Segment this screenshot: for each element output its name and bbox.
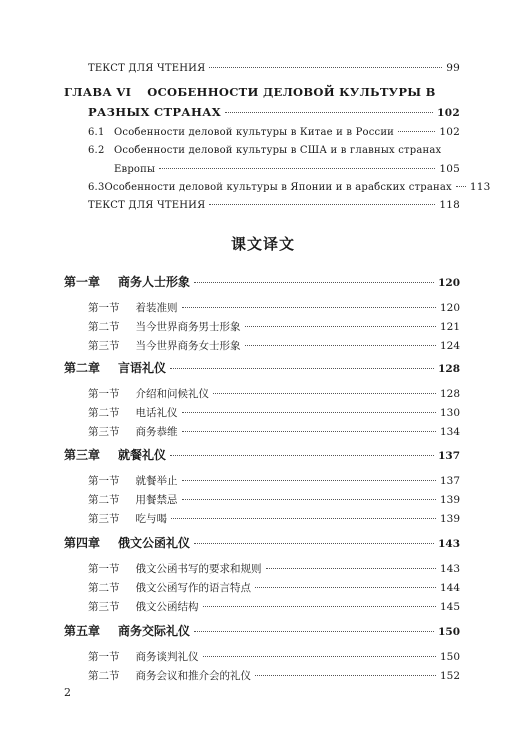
toc-page-number: 102 <box>437 107 460 119</box>
dot-leader <box>182 307 436 308</box>
dot-leader <box>456 186 466 187</box>
toc-page-number: 137 <box>438 450 460 462</box>
dot-leader <box>170 368 434 369</box>
toc-chapter[interactable] <box>64 446 460 463</box>
toc-page-number: 105 <box>439 163 460 175</box>
toc-section[interactable] <box>88 338 460 353</box>
toc-section[interactable] <box>88 300 460 315</box>
dot-leader <box>182 431 436 432</box>
section-label: 第二节 <box>88 407 120 419</box>
section-number: 6.3 <box>88 182 105 193</box>
section-label: 第一节 <box>88 475 120 487</box>
toc-page-number: 102 <box>439 126 460 138</box>
section-title: 商务恭维 <box>135 426 178 438</box>
section-title: 着装准则 <box>135 302 178 314</box>
dot-leader <box>245 345 436 346</box>
section-title: Особенности деловой культуры в Китае и в России <box>114 127 395 138</box>
toc-page-number: 128 <box>439 388 460 400</box>
toc-page-number: 152 <box>439 670 460 682</box>
dot-leader <box>266 568 436 569</box>
toc-page-number: 143 <box>438 538 460 550</box>
toc-page-number: 144 <box>439 582 460 594</box>
toc-chapter[interactable] <box>64 622 460 639</box>
toc-page-number: 137 <box>439 475 460 487</box>
section-title: 商务会议和推介会的礼仪 <box>135 670 251 682</box>
toc-section[interactable] <box>88 649 460 664</box>
section-title: Особенности деловой культуры в США и в главных странах <box>114 145 442 156</box>
dot-leader <box>398 131 435 132</box>
toc-section[interactable] <box>88 145 460 156</box>
dot-leader <box>209 204 435 205</box>
section-title: 电话礼仪 <box>135 407 178 419</box>
dot-leader <box>213 393 436 394</box>
chapter-label: 第一章 <box>64 275 101 289</box>
toc-page-number: 124 <box>439 340 460 352</box>
toc-page-number: 120 <box>438 277 460 289</box>
toc-page-number: 134 <box>439 426 460 438</box>
chapter-label: 第四章 <box>64 536 101 550</box>
section-title: 吃与喝 <box>135 513 167 525</box>
dot-leader <box>255 587 436 588</box>
section-label: 第二节 <box>88 494 120 506</box>
toc-section[interactable] <box>88 668 460 683</box>
section-number: 6.2 <box>88 145 105 156</box>
toc-page-number: 99 <box>446 62 460 74</box>
chapter-title: 商务人士形象 <box>118 275 191 289</box>
toc-entry-label: ТЕКСТ ДЛЯ ЧТЕНИЯ <box>88 63 206 74</box>
toc-page-number: 128 <box>438 363 460 375</box>
toc-page-number: 150 <box>439 651 460 663</box>
section-label: 第二节 <box>88 321 120 333</box>
toc-page-number: 139 <box>439 494 460 506</box>
section-title: 商务谈判礼仪 <box>135 651 199 663</box>
dot-leader <box>203 606 436 607</box>
toc-chapter[interactable] <box>64 534 460 551</box>
chapter-label: 第二章 <box>64 361 101 375</box>
toc-page-number: 120 <box>439 302 460 314</box>
section-title: 当今世界商务女士形象 <box>135 340 241 352</box>
dot-leader <box>209 67 442 68</box>
section-title: 就餐举止 <box>135 475 178 487</box>
section-label: 第三节 <box>88 340 120 352</box>
toc-entry-text-reading[interactable] <box>88 62 460 74</box>
section-title: 俄文公函写作的语言特点 <box>135 582 251 594</box>
dot-leader <box>170 455 434 456</box>
toc-page-number: 118 <box>439 199 460 211</box>
toc-page-number: 130 <box>439 407 460 419</box>
toc-section[interactable] <box>88 126 460 138</box>
toc-page-number: 150 <box>438 626 460 638</box>
section-title: Особенности деловой культуры в Японии и в арабских странах <box>104 182 452 193</box>
toc-section[interactable] <box>88 181 491 193</box>
toc-section[interactable] <box>88 473 460 488</box>
toc-section[interactable] <box>88 424 460 439</box>
dot-leader <box>245 326 436 327</box>
chapter-title: 商务交际礼仪 <box>118 624 191 638</box>
section-label: 第三节 <box>88 426 120 438</box>
dot-leader <box>182 412 436 413</box>
section-title: 介绍和问候礼仪 <box>135 388 209 400</box>
dot-leader <box>182 499 436 500</box>
dot-leader <box>194 543 434 544</box>
dot-leader <box>159 168 435 169</box>
dot-leader <box>194 282 434 283</box>
chapter-title: 就餐礼仪 <box>118 448 167 462</box>
toc-section[interactable] <box>88 599 460 614</box>
section-label: 第一节 <box>88 388 120 400</box>
toc-chapter[interactable] <box>64 359 460 376</box>
toc-page-number: 139 <box>439 513 460 525</box>
chapter-label: 第三章 <box>64 448 101 462</box>
toc-page-number: 113 <box>469 181 491 193</box>
toc-section[interactable] <box>88 580 460 595</box>
chapter-label: 第五章 <box>64 624 101 638</box>
dot-leader <box>255 675 436 676</box>
section-title: 当今世界商务男士形象 <box>135 321 241 333</box>
toc-section[interactable] <box>88 405 460 420</box>
dot-leader <box>225 112 433 113</box>
section-title: 用餐禁忌 <box>135 494 178 506</box>
section-number: 6.1 <box>88 127 105 138</box>
toc-page-number: 145 <box>439 601 460 613</box>
section-label: 第一节 <box>88 563 120 575</box>
section-label: 第一节 <box>88 302 120 314</box>
toc-section[interactable] <box>88 386 460 401</box>
toc-chapter-6-cont[interactable] <box>88 105 460 119</box>
dot-leader <box>194 631 434 632</box>
chapter-number: ГЛАВА VI <box>64 85 132 99</box>
section-title-heading: 课文译文 <box>230 235 295 253</box>
toc-chapter[interactable] <box>64 273 460 290</box>
toc-section[interactable] <box>88 319 460 334</box>
section-label: 第三节 <box>88 601 120 613</box>
toc-entry-label: ТЕКСТ ДЛЯ ЧТЕНИЯ <box>88 200 206 211</box>
section-label: 第一节 <box>88 651 120 663</box>
toc-section[interactable] <box>88 511 460 526</box>
toc-section[interactable] <box>88 561 460 576</box>
section-label: 第二节 <box>88 582 120 594</box>
dot-leader <box>182 480 436 481</box>
chapter-title: 俄文公函礼仪 <box>118 536 191 550</box>
chapter-title-cont: РАЗНЫХ СТРАНАХ <box>88 105 221 119</box>
section-label: 第三节 <box>88 513 120 525</box>
section-label: 第二节 <box>88 670 120 682</box>
toc-page-number: 143 <box>439 563 460 575</box>
section-title: 俄文公函结构 <box>135 601 199 613</box>
dot-leader <box>203 656 436 657</box>
chapter-title: 言语礼仪 <box>118 361 167 375</box>
toc-chapter-6[interactable] <box>64 85 460 99</box>
chapter-title: ОСОБЕННОСТИ ДЕЛОВОЙ КУЛЬТУРЫ В <box>147 85 436 99</box>
toc-section[interactable] <box>88 492 460 507</box>
section-title: 俄文公函书写的要求和规则 <box>135 563 262 575</box>
dot-leader <box>171 518 436 519</box>
toc-entry-text-reading[interactable] <box>88 199 460 211</box>
section-title-cont: Европы <box>114 164 156 175</box>
toc-section-cont[interactable] <box>114 163 460 175</box>
toc-page-number: 121 <box>439 321 460 333</box>
page-number: 2 <box>64 686 71 699</box>
